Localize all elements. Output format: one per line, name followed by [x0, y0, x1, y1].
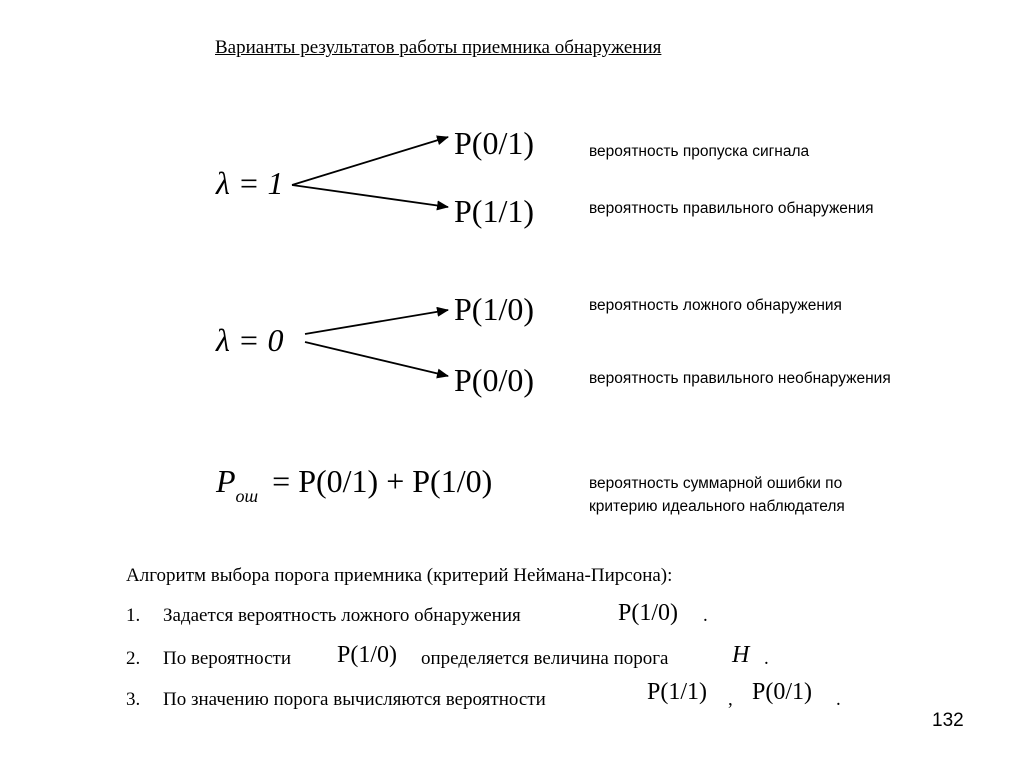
- step-2-text-b: определяется величина порога: [421, 648, 669, 669]
- step-2-text-a: По вероятности: [163, 648, 291, 669]
- math-p10: P(1/0): [454, 291, 534, 327]
- desc-total-error-1: вероятность суммарной ошибки по: [589, 475, 843, 492]
- total-error-rhs: = P(0/1) + P(1/0): [272, 463, 493, 499]
- step-1-text: Задается вероятность ложного обнаружения: [163, 605, 521, 626]
- math-p01: P(0/1): [454, 125, 534, 161]
- desc-false-alarm: вероятность ложного обнаружения: [589, 297, 842, 314]
- page-number: 132: [932, 710, 964, 731]
- algorithm-heading: Алгоритм выбора порога приемника (критерий Неймана-Пирсона):: [126, 565, 673, 586]
- step-2-math-a: P(1/0): [337, 642, 397, 668]
- desc-total-error-2: критерию идеального наблюдателя: [589, 498, 845, 515]
- math-p11: P(1/1): [454, 193, 534, 229]
- desc-correct-detection: вероятность правильного обнаружения: [589, 200, 874, 217]
- arrow-lambda0-to-p10: [305, 310, 448, 334]
- arrow-lambda0-to-p00: [305, 342, 448, 376]
- step-3-separator: ,: [728, 689, 733, 710]
- step-2-number: 2.: [126, 648, 141, 669]
- step-2-tail: .: [764, 648, 769, 669]
- lambda-1-label: λ = 1: [216, 165, 284, 201]
- step-3-math-b: P(0/1): [752, 679, 812, 705]
- math-p00: P(0/0): [454, 362, 534, 398]
- arrow-lambda1-to-p11: [292, 185, 448, 207]
- step-1-tail: .: [703, 605, 708, 626]
- desc-miss: вероятность пропуска сигнала: [589, 143, 810, 160]
- total-error-formula: $P_{ош} = P(0/1) + P(1/0)$: [216, 463, 493, 506]
- step-3-tail: .: [836, 689, 841, 710]
- step-3-number: 3.: [126, 689, 141, 710]
- step-3-text: По значению порога вычисляются вероятности: [163, 689, 546, 710]
- step-3-math-a: P(1/1): [647, 679, 707, 705]
- slide-title: Варианты результатов работы приемника обнаружения: [215, 37, 662, 58]
- desc-correct-rejection: вероятность правильного необнаружения: [589, 370, 891, 387]
- total-error-subscript: ош: [235, 486, 259, 506]
- lambda-0-label: λ = 0: [216, 322, 284, 358]
- step-1-math: P(1/0): [618, 600, 678, 626]
- arrow-lambda1-to-p01: [292, 137, 448, 185]
- step-2-math-b: H: [732, 642, 750, 668]
- step-1-number: 1.: [126, 605, 141, 626]
